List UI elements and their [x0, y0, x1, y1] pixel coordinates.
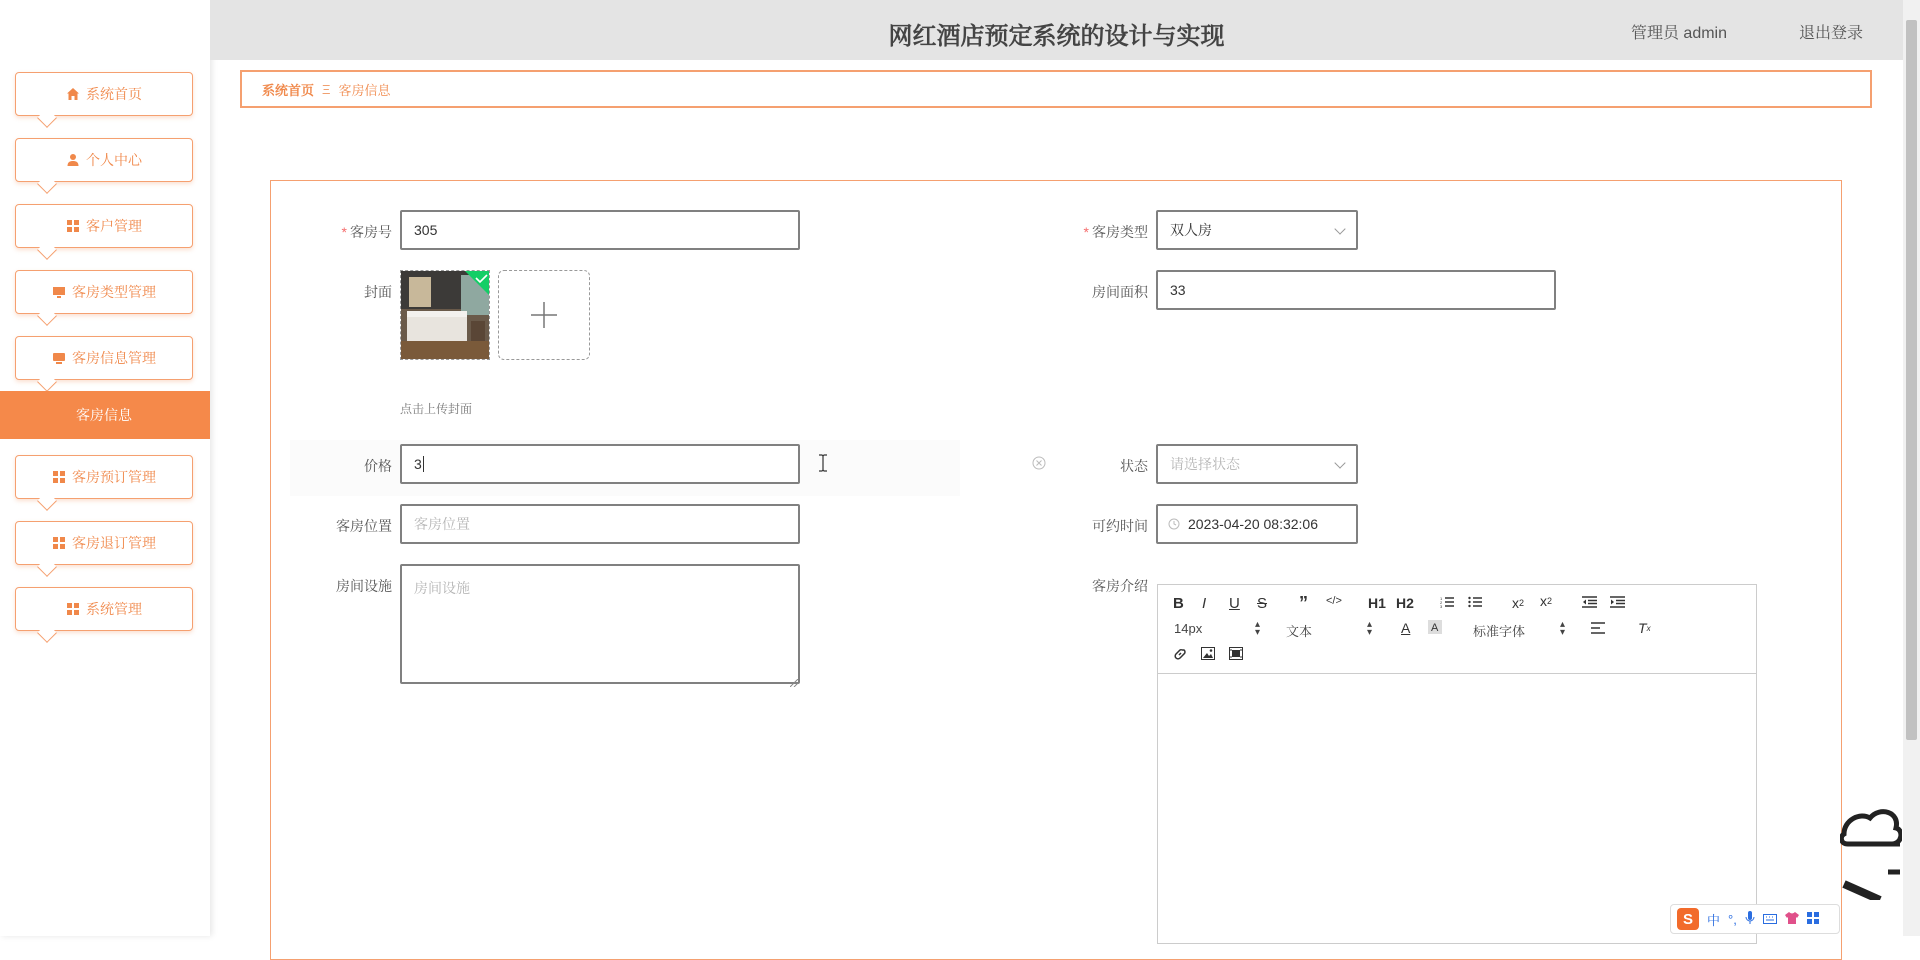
- svg-text:1: 1: [1440, 596, 1443, 601]
- video-icon[interactable]: [1229, 647, 1243, 660]
- grid-icon: [66, 602, 80, 616]
- room-no-label: * 客房号: [341, 224, 392, 240]
- sidebar-item-label: 客房类型管理: [72, 284, 156, 300]
- text-cursor: [423, 456, 424, 472]
- superscript-icon[interactable]: x 2: [1540, 593, 1553, 609]
- grid-icon: [66, 219, 80, 233]
- image-icon[interactable]: [1201, 647, 1215, 660]
- upload-add-button[interactable]: [498, 270, 590, 360]
- room-type-label: * 客房类型: [1083, 224, 1148, 240]
- status-select[interactable]: [1156, 444, 1358, 484]
- chevron-down-icon: [1334, 223, 1345, 234]
- user-icon: [66, 153, 80, 167]
- bold-icon[interactable]: B: [1173, 595, 1184, 612]
- location-input[interactable]: 客房位置: [400, 504, 800, 544]
- align-icon[interactable]: [1591, 622, 1605, 634]
- sidebar-item-room-types[interactable]: [15, 270, 193, 314]
- sidebar-item-room-info-mgmt[interactable]: [15, 336, 193, 380]
- available-time-label: 可约时间: [1092, 518, 1148, 534]
- skin-icon[interactable]: [1785, 912, 1799, 927]
- italic-icon[interactable]: I: [1202, 595, 1207, 612]
- room-no-input[interactable]: 305: [400, 210, 800, 250]
- toolbox-icon[interactable]: [1807, 912, 1819, 927]
- sidebar-item-bookings[interactable]: [15, 455, 193, 499]
- sidebar-item-home[interactable]: [15, 72, 193, 116]
- svg-text:3: 3: [1440, 604, 1443, 608]
- status-placeholder: 请选择状态: [1170, 456, 1240, 472]
- indent-icon[interactable]: [1610, 596, 1625, 608]
- clock-icon: [1168, 518, 1180, 530]
- breadcrumb-separator: Ξ: [322, 81, 331, 97]
- svg-text:2: 2: [1440, 600, 1443, 605]
- sidebar-item-system[interactable]: [15, 587, 193, 631]
- top-header: [210, 0, 1903, 60]
- heading1-icon[interactable]: H1: [1368, 595, 1386, 611]
- heading2-icon[interactable]: H2: [1396, 595, 1414, 611]
- code-icon[interactable]: </>: [1326, 595, 1342, 607]
- location-label: 客房位置: [336, 518, 392, 534]
- breadcrumb-current: 客房信息: [338, 82, 391, 98]
- scrollbar-thumb[interactable]: [1906, 20, 1917, 740]
- price-label: 价格: [364, 458, 392, 474]
- area-label: 房间面积: [1092, 284, 1148, 300]
- facilities-textarea[interactable]: 房间设施: [400, 564, 800, 684]
- cover-thumbnail[interactable]: [400, 270, 490, 360]
- sidebar-item-label: 系统管理: [86, 601, 142, 617]
- microphone-icon[interactable]: [1745, 911, 1755, 928]
- sidebar-item-profile[interactable]: [15, 138, 193, 182]
- paragraph-value: 文本: [1286, 624, 1313, 639]
- sidebar-item-customers[interactable]: [15, 204, 193, 248]
- price-value: 3: [414, 456, 422, 472]
- resize-handle-icon[interactable]: [790, 674, 798, 692]
- sidebar-item-label: 客房预订管理: [72, 469, 156, 485]
- ordered-list-icon[interactable]: [1440, 596, 1454, 608]
- status-label: 状态: [1120, 458, 1148, 474]
- font-family-value: 标准字体: [1473, 624, 1526, 639]
- sidebar-item-label: 客房信息: [76, 407, 132, 423]
- font-size-select[interactable]: [1174, 621, 1260, 636]
- outdent-icon[interactable]: [1582, 596, 1597, 608]
- room-photo-icon: [401, 271, 490, 360]
- sidebar-item-label: 系统首页: [86, 86, 142, 102]
- price-input[interactable]: [400, 444, 800, 484]
- app-title: 网红酒店预定系统的设计与实现: [888, 23, 1225, 50]
- sidebar-item-cancellations[interactable]: [15, 521, 193, 565]
- ime-toolbar: [1670, 904, 1840, 934]
- breadcrumb-home[interactable]: 系统首页: [262, 82, 315, 98]
- sidebar-item-label: 客户管理: [86, 218, 142, 234]
- strikethrough-icon[interactable]: S: [1257, 595, 1268, 612]
- room-type-value: 双人房: [1170, 222, 1212, 238]
- breadcrumb: [240, 70, 1872, 108]
- ibeam-cursor-icon: [818, 454, 828, 477]
- home-icon: [66, 87, 80, 101]
- sidebar-item-label: 客房信息管理: [72, 350, 156, 366]
- font-color-icon[interactable]: A: [1401, 620, 1411, 636]
- available-time-value: 2023-04-20 08:32:06: [1188, 516, 1318, 532]
- svg-text:A: A: [1431, 622, 1439, 634]
- room-type-select[interactable]: [1156, 210, 1358, 250]
- background-color-icon[interactable]: [1428, 620, 1442, 634]
- bullet-list-icon[interactable]: [1468, 596, 1482, 608]
- grid-icon: [52, 470, 66, 484]
- sidebar: [0, 0, 210, 936]
- area-input[interactable]: 33: [1156, 270, 1556, 310]
- updown-icon: ▴ ▾: [1254, 619, 1260, 638]
- punctuation-icon[interactable]: °,: [1728, 911, 1737, 927]
- clear-format-icon[interactable]: T x: [1638, 620, 1651, 636]
- subscript-icon[interactable]: x 2: [1512, 595, 1525, 611]
- font-size-value: 14px: [1174, 621, 1203, 636]
- facilities-label: 房间设施: [336, 578, 392, 594]
- updown-icon: ▴ ▾: [1559, 619, 1565, 638]
- user-info: 管理员 admin: [1630, 25, 1727, 42]
- grid-icon: [52, 536, 66, 550]
- intro-label: 客房介绍: [1092, 578, 1148, 594]
- sogou-logo-icon[interactable]: S: [1677, 908, 1699, 930]
- sidebar-item-label: 个人中心: [86, 152, 142, 168]
- blockquote-icon[interactable]: ”: [1299, 593, 1308, 613]
- ime-mode-button[interactable]: 中: [1707, 912, 1721, 928]
- monitor-icon: [52, 351, 66, 365]
- clear-icon[interactable]: [1032, 456, 1046, 475]
- sidebar-item-room-info[interactable]: [0, 391, 210, 439]
- link-icon[interactable]: [1173, 647, 1187, 661]
- keyboard-icon[interactable]: [1763, 912, 1777, 927]
- plus-icon: [529, 300, 559, 330]
- monitor-icon: [52, 285, 66, 299]
- sidebar-item-label: 客房退订管理: [72, 535, 156, 551]
- font-family-select[interactable]: [1473, 621, 1565, 640]
- logout-link[interactable]: 退出登录: [1798, 25, 1863, 42]
- available-time-picker[interactable]: [1156, 504, 1358, 544]
- cover-label: 封面: [364, 284, 392, 300]
- underline-icon[interactable]: U: [1229, 595, 1240, 612]
- editor-toolbar: [1158, 585, 1756, 674]
- weather-cloud-icon: [1840, 800, 1902, 905]
- paragraph-select[interactable]: [1286, 621, 1372, 640]
- cover-upload-hint: 点击上传封面: [400, 402, 473, 416]
- updown-icon: ▴ ▾: [1366, 619, 1372, 638]
- rich-text-editor: [1157, 584, 1757, 944]
- page-scrollbar[interactable]: [1903, 0, 1920, 936]
- chevron-down-icon: [1334, 457, 1345, 468]
